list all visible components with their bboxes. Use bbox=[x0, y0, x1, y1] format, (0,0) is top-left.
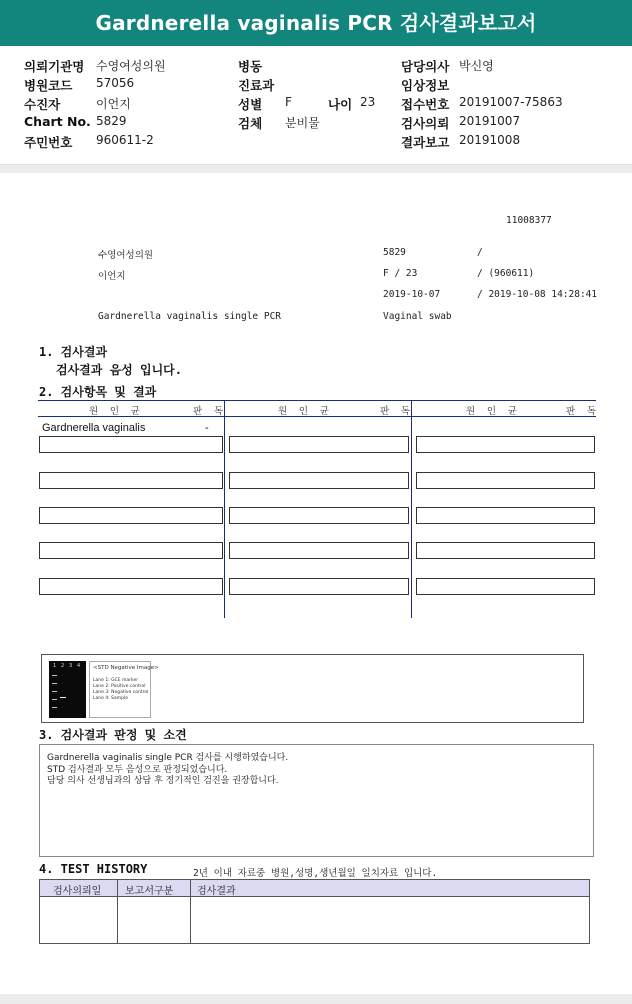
empty-cell bbox=[39, 472, 223, 489]
section4-title: 4. TEST HISTORY bbox=[39, 862, 148, 876]
lane-label: 3 bbox=[69, 663, 73, 669]
gel-band bbox=[52, 699, 57, 700]
empty-cell bbox=[416, 472, 595, 489]
result-value: 20191008 bbox=[459, 133, 521, 147]
row1-pathogen: Gardnerella vaginalis bbox=[42, 422, 146, 434]
specimen-value: 분비물 bbox=[285, 116, 320, 130]
gel-band bbox=[52, 683, 57, 684]
table-top-rule bbox=[38, 400, 596, 401]
gel-legend-item: Lane 2: Positive control bbox=[93, 684, 146, 689]
history-header-report-type: 보고서구분 bbox=[125, 886, 174, 897]
empty-cell bbox=[229, 542, 409, 559]
report-specimen: Vaginal swab bbox=[383, 311, 452, 322]
gel-band bbox=[52, 707, 57, 708]
empty-cell bbox=[39, 436, 223, 453]
receipt-value: 20191007-75863 bbox=[459, 95, 563, 109]
gel-legend-item: Lane 3: Negative control bbox=[93, 690, 149, 695]
gel-band bbox=[52, 675, 57, 676]
empty-cell bbox=[39, 578, 223, 595]
empty-cell bbox=[416, 507, 595, 524]
col-judge-2: 판 독 bbox=[380, 406, 414, 417]
col-pathogen-1: 원 인 균 bbox=[89, 406, 143, 417]
report-slash: / bbox=[477, 247, 483, 258]
gel-electrophoresis-image bbox=[49, 661, 86, 718]
sex-label: 성별 bbox=[238, 97, 263, 112]
patient-value: 이언지 bbox=[96, 97, 131, 111]
opinion-line: 담당 의사 선생님과의 상담 후 정기적인 검진을 권장합니다. bbox=[47, 776, 279, 786]
code-label: 병원코드 bbox=[24, 78, 73, 93]
report-test-name: Gardnerella vaginalis single PCR bbox=[98, 311, 282, 322]
section3-title: 3. 검사결과 판정 및 소견 bbox=[39, 728, 187, 742]
col-judge-1: 판 독 bbox=[193, 406, 227, 417]
doctor-value: 박신영 bbox=[459, 59, 494, 73]
empty-cell bbox=[416, 436, 595, 453]
table-col-divider-1 bbox=[224, 400, 225, 618]
empty-cell bbox=[416, 578, 595, 595]
table-col-divider-2 bbox=[411, 400, 412, 618]
report-request-date: 2019-10-07 bbox=[383, 289, 441, 300]
inst-label: 의뢰기관명 bbox=[24, 59, 85, 74]
gel-legend-item: Lane 1: GCE marker bbox=[93, 678, 139, 683]
history-col-divider bbox=[190, 880, 191, 943]
empty-cell bbox=[39, 507, 223, 524]
lane-label: 2 bbox=[61, 663, 65, 669]
result-label: 결과보고 bbox=[401, 135, 450, 150]
report-patient: 이언지 bbox=[98, 271, 126, 282]
age-value: 23 bbox=[360, 95, 376, 109]
lane-label: 1 bbox=[53, 663, 57, 669]
patient-label: 수진자 bbox=[24, 97, 61, 112]
gel-legend-item: Lane 4: Sample bbox=[93, 696, 128, 701]
doc-number: 11008377 bbox=[506, 215, 552, 226]
receipt-label: 접수번호 bbox=[401, 97, 450, 112]
report-title: Gardnerella vaginalis PCR 검사결과보고서 bbox=[0, 0, 632, 46]
col-judge-3: 판 독 bbox=[566, 406, 600, 417]
history-col-divider bbox=[117, 880, 118, 943]
age-label: 나이 bbox=[328, 97, 353, 112]
section4-note: 2년 이내 자료중 병원,성명,생년월일 일치자료 입니다. bbox=[193, 868, 438, 879]
request-label: 검사의뢰 bbox=[401, 116, 450, 131]
code-value: 57056 bbox=[96, 76, 135, 90]
clinical-label: 임상정보 bbox=[401, 78, 450, 93]
gel-legend bbox=[89, 661, 159, 718]
lane-label: 4 bbox=[77, 663, 81, 669]
dept-label: 진료과 bbox=[238, 78, 275, 93]
section2-title: 2. 검사항목 및 결과 bbox=[39, 385, 157, 399]
report-chart: 5829 bbox=[383, 247, 406, 258]
history-table bbox=[39, 879, 590, 944]
col-pathogen-3: 원 인 균 bbox=[466, 406, 520, 417]
ward-label: 병동 bbox=[238, 59, 263, 74]
empty-cell bbox=[229, 507, 409, 524]
gel-band bbox=[52, 691, 57, 692]
header-info bbox=[0, 56, 632, 164]
header-separator bbox=[0, 164, 632, 173]
gel-band bbox=[60, 697, 66, 698]
chart-label: Chart No. bbox=[24, 114, 91, 129]
history-header-request-date: 검사의뢰일 bbox=[53, 886, 102, 897]
report-report-datetime: / 2019-10-08 14:28:41 bbox=[477, 289, 598, 300]
report-clinic: 수영여성의원 bbox=[98, 250, 154, 261]
row1-result: - bbox=[205, 422, 209, 434]
opinion-line: STD 검사결과 모두 음성으로 판정되었습니다. bbox=[47, 765, 228, 775]
empty-cell bbox=[229, 472, 409, 489]
footer-strip bbox=[0, 994, 632, 1004]
request-value: 20191007 bbox=[459, 114, 521, 128]
empty-cell bbox=[229, 436, 409, 453]
sex-value: F bbox=[285, 95, 292, 109]
section1-title: 1. 검사결과 bbox=[39, 345, 108, 359]
report-sex-age: F / 23 bbox=[383, 268, 418, 279]
empty-cell bbox=[229, 578, 409, 595]
opinion-box bbox=[39, 744, 594, 857]
id-value: 960611-2 bbox=[96, 133, 154, 147]
doctor-label: 담당의사 bbox=[401, 59, 450, 74]
chart-value: 5829 bbox=[96, 114, 127, 128]
report-birth: / (960611) bbox=[477, 268, 535, 279]
history-header-result: 검사결과 bbox=[197, 886, 236, 897]
empty-cell bbox=[416, 542, 595, 559]
specimen-label: 검체 bbox=[238, 116, 263, 131]
section1-summary: 검사결과 음성 입니다. bbox=[56, 363, 183, 377]
opinion-line: Gardnerella vaginalis single PCR 검사를 시행하였습니다. bbox=[47, 753, 289, 763]
inst-value: 수영여성의원 bbox=[96, 59, 166, 73]
id-label: 주민번호 bbox=[24, 135, 73, 150]
col-pathogen-2: 원 인 균 bbox=[278, 406, 332, 417]
history-table-header bbox=[40, 880, 589, 897]
gel-legend-title: <STD Negative Image> bbox=[93, 665, 159, 671]
empty-cell bbox=[39, 542, 223, 559]
